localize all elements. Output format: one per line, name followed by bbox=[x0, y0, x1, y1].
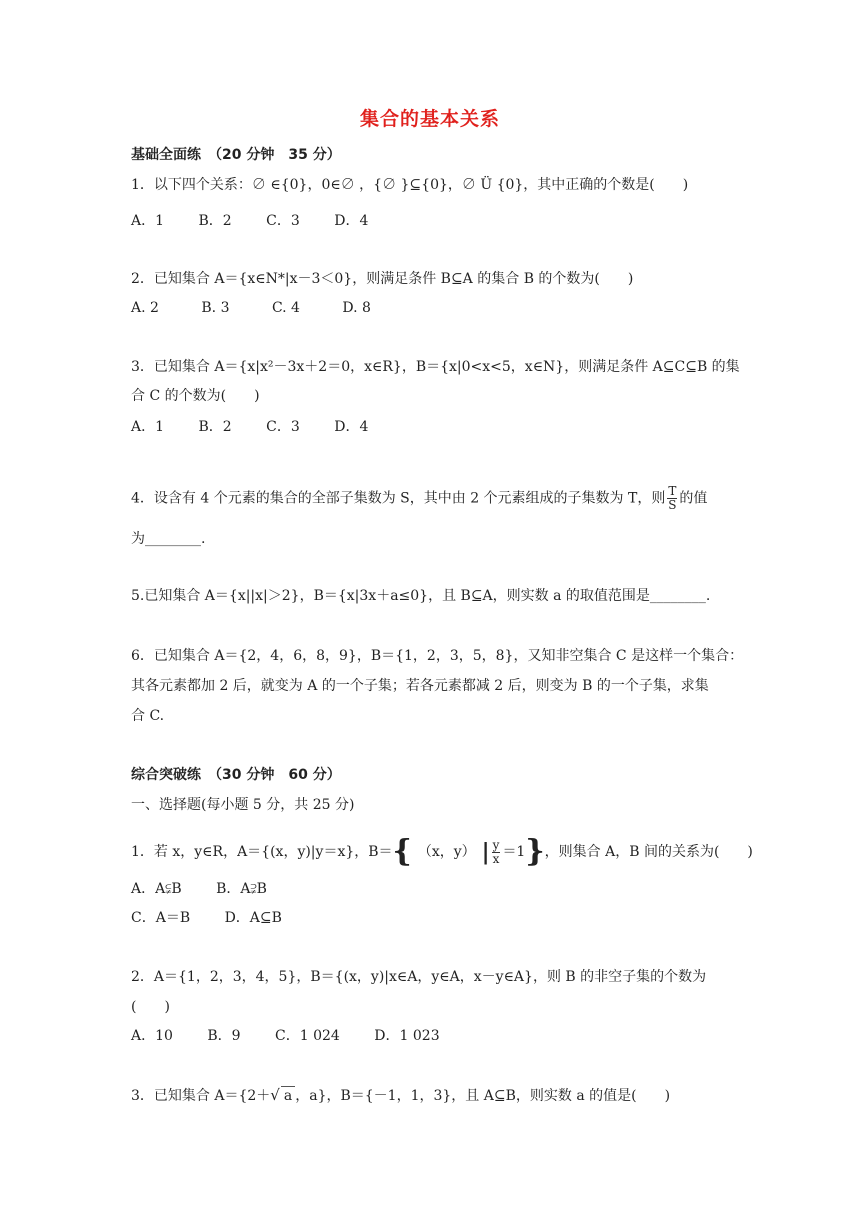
option-d: D．4 bbox=[334, 419, 369, 435]
question-6-stem-cont: 其各元素都加 2 后，就变为 A 的一个子集；若各元素都减 2 后，则变为 B 的一个子集，求集 bbox=[131, 678, 709, 694]
option-a: A．A⫋B bbox=[131, 881, 182, 897]
set-divider: | bbox=[481, 839, 490, 865]
question-s2-3-stem bbox=[131, 1086, 670, 1105]
question-6-stem-cont2: 合 C. bbox=[131, 708, 165, 724]
option-a: A. 2 bbox=[131, 300, 159, 316]
set-brace-left: { bbox=[392, 834, 412, 869]
question-s2-1-text-tail: ，则集合 A，B 间的关系为( ) bbox=[544, 844, 753, 860]
fraction-denominator: S bbox=[668, 498, 677, 512]
option-a: A．1 bbox=[131, 419, 165, 435]
question-s2-2-stem: 2．A＝{1，2，3，4，5}，B＝{(x，y)|x∈A，y∈A，x－y∈A}，则 B 的非空子集的个数为 bbox=[131, 969, 707, 985]
question-s2-3-text-tail: ，a}，B＝{－1，1，3}，且 A⊆B，则实数 a 的值是( ) bbox=[295, 1088, 671, 1104]
question-1-stem: 1．以下四个关系：∅ ∈{0}，0∈∅ ，{∅ }⊆{0}，∅ Ü {0}，其中正确的个数是( ) bbox=[131, 177, 689, 193]
question-2-stem: 2．已知集合 A＝{x∈N*|x－3＜0}，则满足条件 B⊆A 的集合 B 的个数为( ) bbox=[131, 271, 634, 287]
option-c: C．3 bbox=[266, 419, 300, 435]
option-b: B．A⫌B bbox=[216, 881, 267, 897]
question-4-stem bbox=[131, 485, 707, 512]
fraction-numerator: y bbox=[492, 837, 500, 852]
question-3-options bbox=[131, 418, 398, 436]
option-d: D. 8 bbox=[342, 300, 371, 316]
section-heading-basic: 基础全面练 （20 分钟 35 分） bbox=[131, 147, 341, 163]
option-b: B．2 bbox=[198, 213, 232, 229]
question-4-stem-cont: 为________. bbox=[131, 531, 206, 547]
question-4-text-tail: 的值 bbox=[679, 490, 708, 507]
sqrt-sign: √ bbox=[270, 1086, 280, 1104]
option-a: A．10 bbox=[131, 1028, 173, 1044]
question-3-stem: 3．已知集合 A＝{x|x²－3x＋2＝0，x∈R}，B＝{x|0<x<5，x∈N}，则满足条件 A⊆C⊆B 的集 bbox=[131, 359, 740, 375]
question-1-options bbox=[131, 212, 398, 230]
option-c: C．3 bbox=[266, 213, 300, 229]
question-s2-1-options-row1 bbox=[131, 880, 297, 898]
option-a: A．1 bbox=[131, 213, 165, 229]
option-d: D．1 023 bbox=[374, 1028, 440, 1044]
option-d: D．4 bbox=[334, 213, 369, 229]
option-b: B. 3 bbox=[201, 300, 230, 316]
page-title: 集合的基本关系 bbox=[359, 108, 500, 130]
question-6-stem: 6．已知集合 A＝{2，4，6，8，9}，B＝{1，2，3，5，8}，又知非空集合 C 是这样一个集合： bbox=[131, 648, 744, 664]
set-element: （x，y） bbox=[417, 844, 476, 860]
question-s2-1-stem bbox=[131, 832, 753, 872]
fraction-t-over-s bbox=[667, 485, 677, 512]
fraction-y-over-x bbox=[492, 839, 501, 866]
option-c: C. 4 bbox=[271, 300, 300, 316]
fraction-denominator: x bbox=[492, 851, 500, 866]
set-brace-right: } bbox=[525, 834, 545, 869]
part-heading-choice: 一、选择题(每小题 5 分，共 25 分) bbox=[131, 797, 355, 813]
option-c: C．A＝B bbox=[131, 910, 191, 926]
question-2-options bbox=[131, 299, 409, 317]
sqrt-argument: a bbox=[281, 1086, 295, 1105]
option-c: C．1 024 bbox=[275, 1028, 340, 1044]
question-3-stem-cont: 合 C 的个数为( ) bbox=[131, 388, 260, 404]
equals-one: ＝1 bbox=[502, 844, 526, 860]
question-s2-2-options bbox=[131, 1027, 470, 1045]
fraction-numerator: T bbox=[668, 484, 677, 498]
option-b: B．9 bbox=[207, 1028, 241, 1044]
question-s2-3-text: 3．已知集合 A＝{2＋ bbox=[131, 1088, 271, 1104]
question-5-stem: 5.已知集合 A＝{x||x|＞2}，B＝{x|3x＋a≤0}，且 B⊆A，则实数 a 的取值范围是________. bbox=[131, 588, 711, 604]
option-b: B．2 bbox=[198, 419, 232, 435]
question-s2-2-stem-cont: ( ) bbox=[131, 999, 170, 1015]
option-d: D．A⊆B bbox=[224, 910, 282, 926]
question-s2-1-text: 1．若 x，y∈R，A＝{(x，y)|y＝x}，B＝ bbox=[131, 844, 393, 860]
question-4-text: 4．设含有 4 个元素的集合的全部子集数为 S，其中由 2 个元素组成的子集数为 T，则 bbox=[131, 490, 666, 507]
question-s2-1-options-row2 bbox=[131, 909, 312, 927]
section-heading-comprehensive: 综合突破练 （30 分钟 60 分） bbox=[131, 767, 341, 783]
